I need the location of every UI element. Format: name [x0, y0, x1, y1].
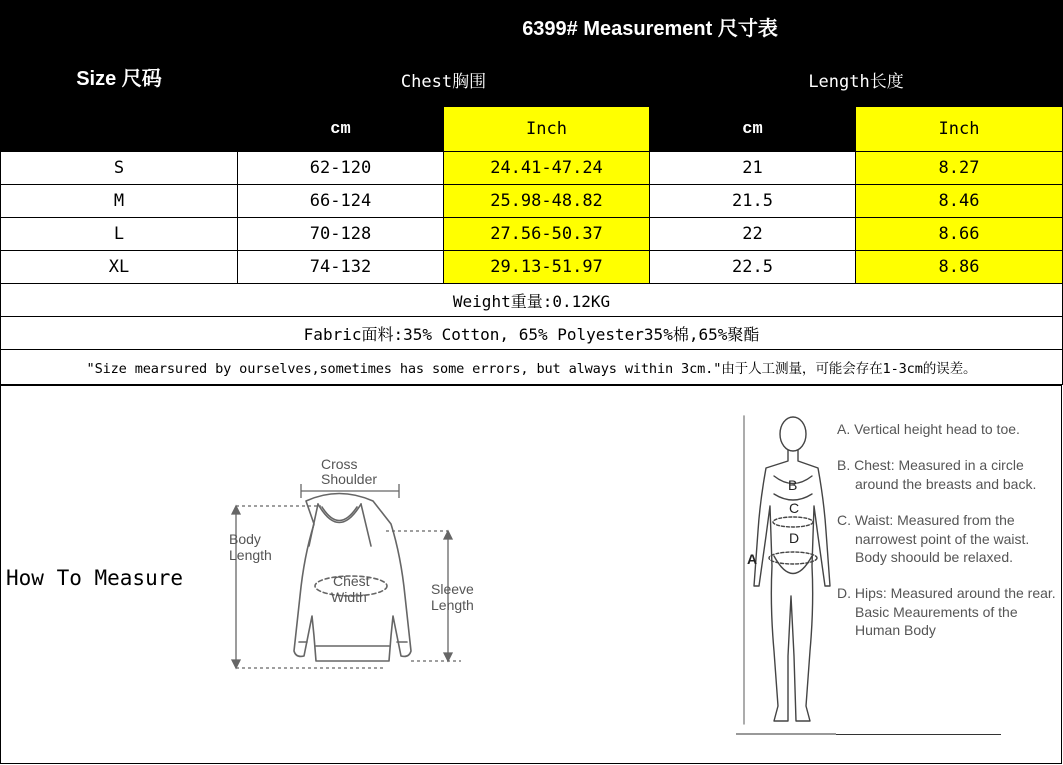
chest-cm-header: cm: [238, 107, 444, 152]
chest-width-label: Chest Width: [331, 573, 370, 605]
chest-cm-cell: 62-120: [238, 152, 444, 185]
chest-inch-cell: 24.41-47.24: [444, 152, 650, 185]
chest-inch-cell: 29.13-51.97: [444, 251, 650, 284]
marker-d: D: [789, 530, 800, 546]
sleeve-length-label: Sleeve Length: [431, 581, 474, 613]
length-inch-header: Inch: [856, 107, 1063, 152]
marker-c: C: [789, 500, 800, 516]
measurement-note: "Size mearsured by ourselves,sometimes has some errors, but always within 3cm."由于人工测量，可能会存在1-3cm的误差。: [1, 350, 1063, 385]
length-cm-cell: 22: [650, 218, 856, 251]
chest-cm-cell: 74-132: [238, 251, 444, 284]
length-cm-cell: 21: [650, 152, 856, 185]
legend-item-hips: D. Hips: Measured around the rear. Basic Meaurements of the Human Body: [837, 585, 1056, 639]
marker-b: B: [788, 477, 798, 493]
size-header: Size 尺码: [1, 1, 238, 152]
sweater-diagram: [221, 446, 481, 686]
length-cm-cell: 22.5: [650, 251, 856, 284]
length-inch-cell: 8.86: [856, 251, 1063, 284]
size-cell: M: [1, 185, 238, 218]
length-inch-cell: 8.27: [856, 152, 1063, 185]
legend-item-chest: B. Chest: Measured in a circle around the breasts and back.: [837, 457, 1037, 492]
body-measurement-legend: [837, 420, 1057, 658]
size-cell: XL: [1, 251, 238, 284]
size-cell: S: [1, 152, 238, 185]
length-inch-cell: 8.66: [856, 218, 1063, 251]
table-row: [1, 251, 1063, 284]
cross-shoulder-label: Cross Shoulder: [321, 456, 378, 487]
how-to-measure-label: How To Measure: [6, 566, 184, 590]
table-title: 6399# Measurement 尺寸表: [238, 1, 1063, 53]
legend-item-waist: C. Waist: Measured from the narrowest point of the waist. Body shoould be relaxed.: [837, 512, 1030, 566]
body-diagram: [736, 406, 836, 736]
chest-inch-cell: 25.98-48.82: [444, 185, 650, 218]
table-row: [1, 152, 1063, 185]
baseline-divider: [836, 734, 1001, 735]
length-inch-cell: 8.46: [856, 185, 1063, 218]
chest-cm-cell: 70-128: [238, 218, 444, 251]
chest-inch-cell: 27.56-50.37: [444, 218, 650, 251]
chest-cm-cell: 66-124: [238, 185, 444, 218]
table-row: [1, 218, 1063, 251]
length-cm-header: cm: [650, 107, 856, 152]
fabric-row: Fabric面料:35% Cotton, 65% Polyester35%棉,65%聚酯: [1, 317, 1063, 350]
chest-inch-header: Inch: [444, 107, 650, 152]
how-to-measure-section: [0, 385, 1062, 764]
table-row: [1, 185, 1063, 218]
chest-header: Chest胸围: [238, 53, 650, 107]
legend-item-height: A. Vertical height head to toe.: [837, 421, 1020, 437]
length-header: Length长度: [650, 53, 1063, 107]
weight-row: Weight重量:0.12KG: [1, 284, 1063, 317]
length-cm-cell: 21.5: [650, 185, 856, 218]
body-length-label: Body Length: [229, 531, 272, 563]
marker-a: A: [747, 551, 758, 567]
size-cell: L: [1, 218, 238, 251]
